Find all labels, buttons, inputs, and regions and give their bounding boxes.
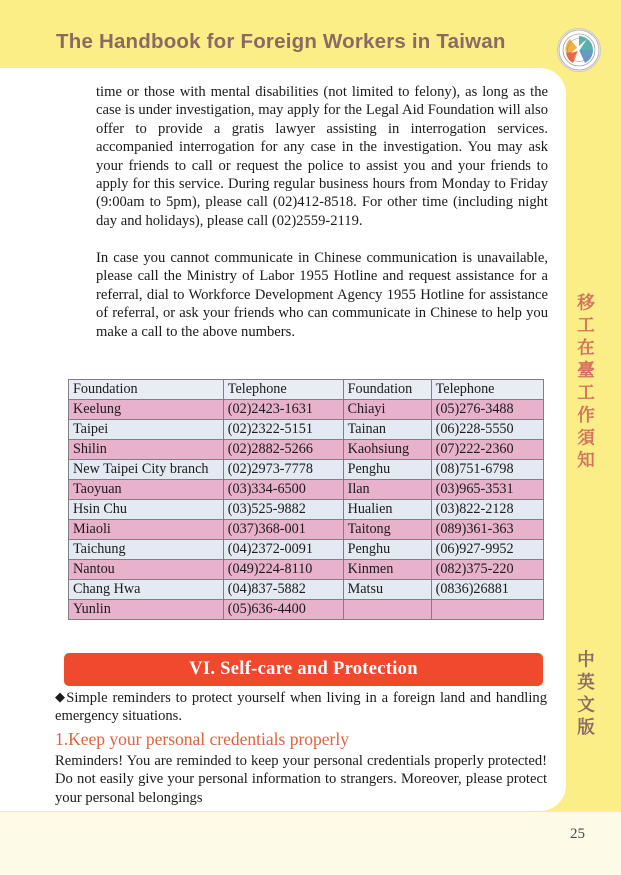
table-cell: (03)334-6500 [223,480,343,500]
table-row [69,540,544,560]
table-cell: (02)2973-7778 [223,460,343,480]
table-cell: (03)965-3531 [431,480,543,500]
diamond-bullet-icon: ◆ [55,689,67,704]
table-cell: Miaoli [69,520,224,540]
table-cell: (03)822-2128 [431,500,543,520]
table-header-cell: Foundation [343,380,431,400]
table-cell: Nantou [69,560,224,580]
table-cell: Taitong [343,520,431,540]
table-row [69,580,544,600]
table-cell: (0836)26881 [431,580,543,600]
table-header-cell: Telephone [223,380,343,400]
vertical-edition-chinese: 中英文版 [574,650,595,740]
table-cell: (049)224-8110 [223,560,343,580]
table-cell: Taichung [69,540,224,560]
section-bullet-paragraph [55,688,547,726]
table-row [69,420,544,440]
table-cell [343,600,431,620]
table-cell: Shilin [69,440,224,460]
table-cell: (05)636-4400 [223,600,343,620]
table-row [69,520,544,540]
table-row [69,460,544,480]
table-cell: (04)837-5882 [223,580,343,600]
vertical-title-chinese: 移工在臺工作須知 [574,293,595,473]
workforce-development-agency-seal-icon [558,29,600,71]
table-cell: (02)2882-5266 [223,440,343,460]
table-row [69,400,544,420]
table-cell: Yunlin [69,600,224,620]
section-bullet-text: Simple reminders to protect yourself when living in a foreign land and handling emergency situations. [55,690,547,725]
table-cell: Taoyuan [69,480,224,500]
table-cell: Ilan [343,480,431,500]
table-cell: Chiayi [343,400,431,420]
table-header-row [69,380,544,400]
table-cell: (089)361-363 [431,520,543,540]
table-row [69,600,544,620]
table-cell: (08)751-6798 [431,460,543,480]
sub-heading-1: 1.Keep your personal credentials properly [55,729,349,749]
table-cell: Penghu [343,540,431,560]
table-cell: (04)2372-0091 [223,540,343,560]
table-cell: Matsu [343,580,431,600]
table-cell: (06)927-9952 [431,540,543,560]
table-cell: (03)525-9882 [223,500,343,520]
table-header-cell: Telephone [431,380,543,400]
table-cell: Keelung [69,400,224,420]
table-cell: New Taipei City branch [69,460,224,480]
table-cell: Taipei [69,420,224,440]
section-banner-title: VI. Self-care and Protection [189,659,418,679]
table-cell: Kaohsiung [343,440,431,460]
legal-aid-foundation-phone-table [68,379,544,620]
table-cell: (02)2423-1631 [223,400,343,420]
table-row [69,560,544,580]
table-cell: (07)222-2360 [431,440,543,460]
table-cell: (05)276-3488 [431,400,543,420]
table-row [69,500,544,520]
body-paragraph-1: time or those with mental disabilities (not limited to felony), as long as the case is under investigation, may apply for the Legal Aid Foundation will also offer to provide a gratis lawyer assisting in interrogation services. accompanied interrogation for any case in the investigation. You may ask your friends to call or request the police to assist you and your friends to apply for this service. During regular business hours from Monday to Friday (9:00am to 5pm), please call (02)412-8518. For other time (including night day and holidays), please call (02)2559-2119. [96,84,548,229]
table-cell: (082)375-220 [431,560,543,580]
body-paragraph-3: Reminders! You are reminded to keep your personal credentials properly protected! Do not easily give your personal information to strangers. Moreover, please protect your personal belongings [55,753,547,806]
section-banner [64,653,543,686]
table-cell: Chang Hwa [69,580,224,600]
body-paragraph-2: In case you cannot communicate in Chinese communication is unavailable, please call the Ministry of Labor 1955 Hotline and request assistance for a referral, dial to Workforce Development Agency 1955 Hotline for assistance of referral, or ask your friends who can communicate in Chinese to help you make a call to the above numbers. [96,250,548,340]
table-row [69,440,544,460]
table-cell: Hsin Chu [69,500,224,520]
table-cell: (037)368-001 [223,520,343,540]
table-cell: Tainan [343,420,431,440]
table-cell [431,600,543,620]
table-cell: Kinmen [343,560,431,580]
table-cell: (06)228-5550 [431,420,543,440]
table-cell: Hualien [343,500,431,520]
table-row [69,480,544,500]
page-title: The Handbook for Foreign Workers in Taiwan [56,30,506,53]
table-header-cell: Foundation [69,380,224,400]
table-cell: Penghu [343,460,431,480]
page-number: 25 [570,826,585,842]
table-cell: (02)2322-5151 [223,420,343,440]
